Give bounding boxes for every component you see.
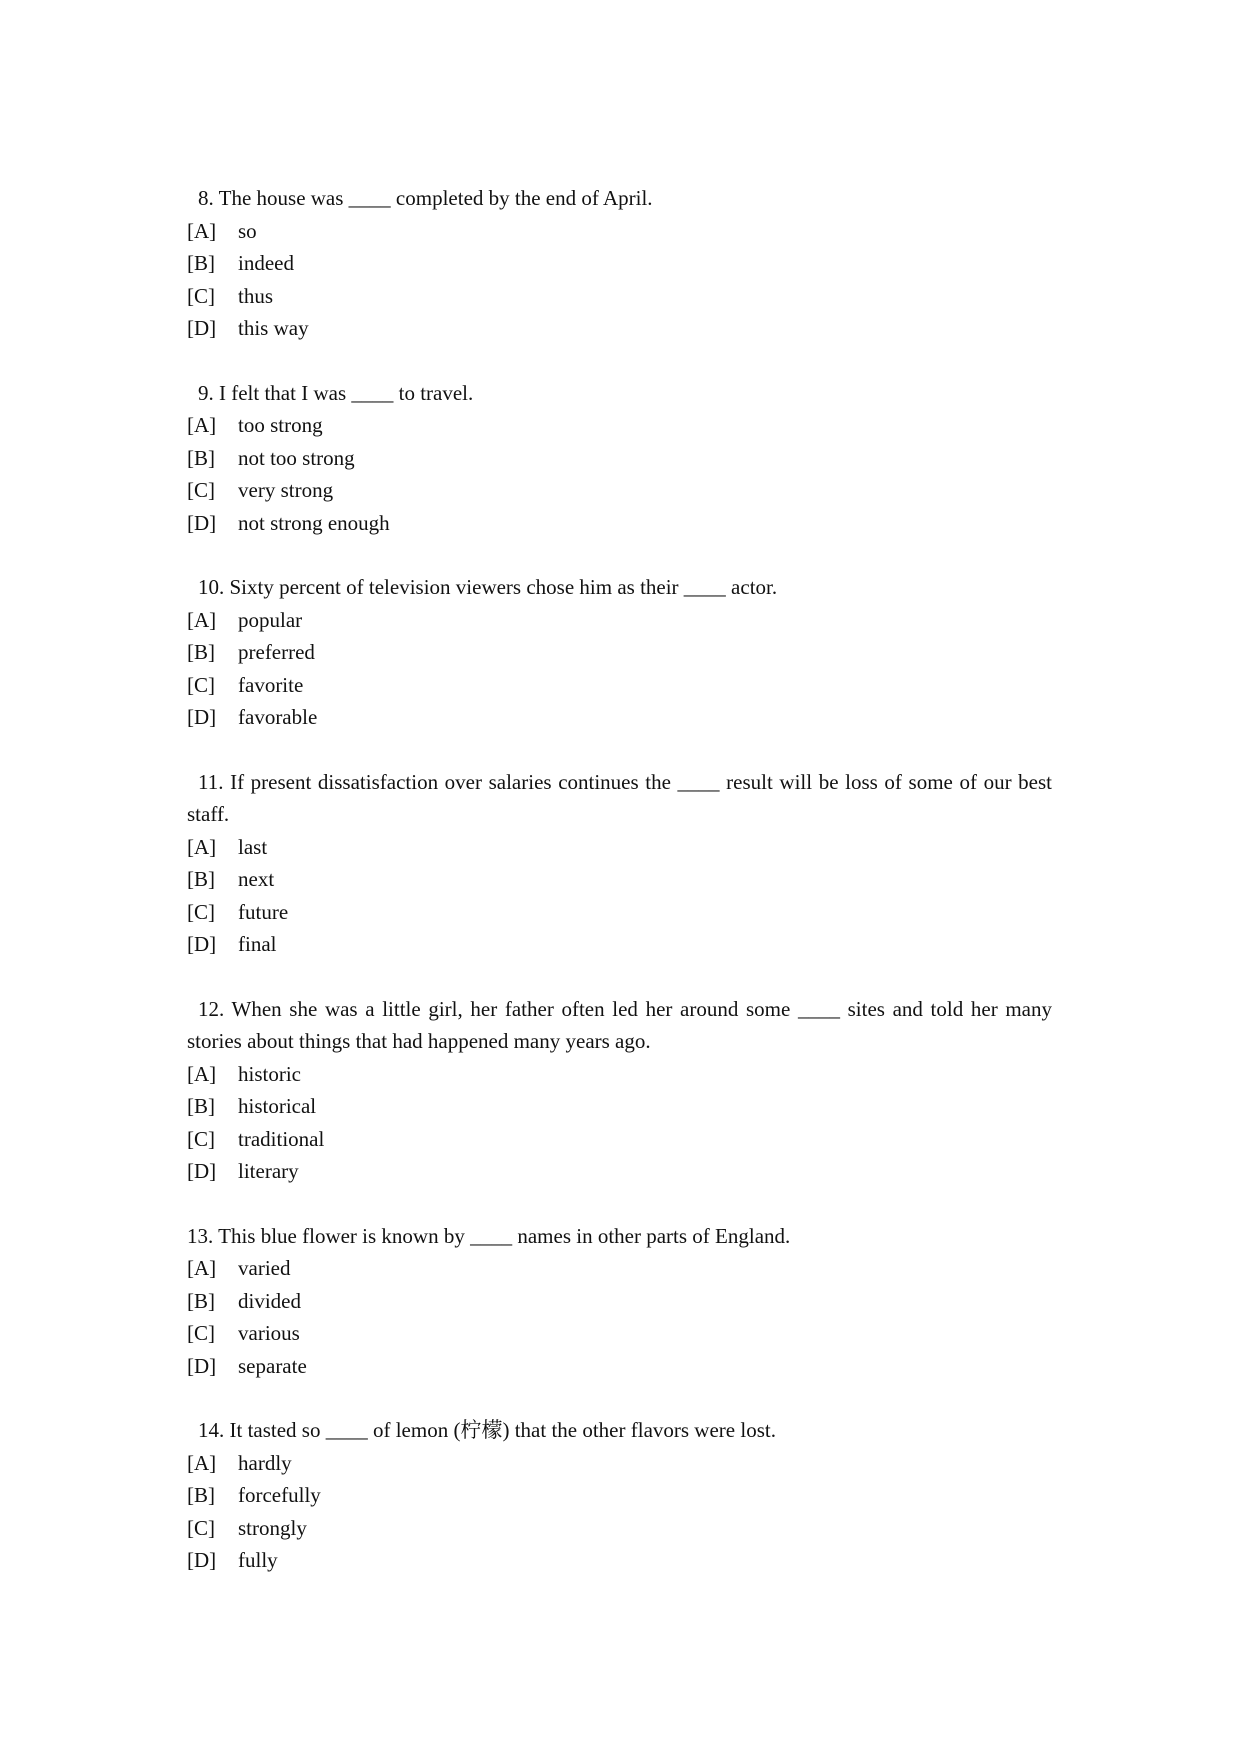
- option-d: [187, 312, 1052, 345]
- option-c: [187, 474, 1052, 507]
- option-text: preferred: [238, 640, 315, 664]
- option-letter: [B]: [187, 640, 215, 664]
- question-stem: 11. If present dissatisfaction over salaries continues the ____ result will be loss of some of our best staff.: [187, 769, 1052, 826]
- option-b: [187, 442, 1052, 475]
- option-text: final: [238, 932, 277, 956]
- question-stem: 14. It tasted so ____ of lemon (柠檬) that the other flavors were lost.: [198, 1418, 776, 1442]
- option-text: historic: [238, 1061, 301, 1086]
- question-list: [187, 182, 1052, 1609]
- option-text: favorite: [238, 672, 304, 697]
- option-letter: [D]: [187, 510, 217, 535]
- option-d: [187, 701, 1052, 734]
- option-c: [187, 896, 1052, 929]
- option-text: literary: [238, 1159, 299, 1183]
- option-letter: [C]: [187, 478, 215, 502]
- question-stem: 13. This blue flower is known by ____ names in other parts of England.: [187, 1223, 791, 1248]
- option-b: [187, 1479, 1052, 1512]
- option-c: [187, 1512, 1052, 1545]
- question-stem: 10. Sixty percent of television viewers chose him as their ____ actor.: [198, 575, 778, 599]
- option-a: [187, 831, 1052, 864]
- option-c: [187, 1123, 1052, 1156]
- question-12: [187, 993, 1052, 1188]
- question-9: [187, 377, 1052, 540]
- option-b: [187, 863, 1052, 896]
- option-letter: [B]: [187, 1288, 215, 1313]
- option-d: [187, 1155, 1052, 1188]
- option-c: [187, 1317, 1052, 1350]
- option-text: favorable: [238, 705, 318, 729]
- option-d: [187, 928, 1052, 961]
- option-a: [187, 215, 1052, 248]
- option-text: not too strong: [238, 445, 355, 470]
- option-text: very strong: [238, 478, 334, 502]
- option-text: so: [238, 218, 257, 243]
- option-letter: [A]: [187, 413, 217, 437]
- option-a: [187, 409, 1052, 442]
- option-text: various: [238, 1321, 300, 1345]
- option-letter: [D]: [187, 932, 217, 956]
- option-text: last: [238, 834, 268, 859]
- option-a: [187, 1058, 1052, 1091]
- option-text: strongly: [238, 1515, 307, 1540]
- option-text: varied: [238, 1256, 291, 1280]
- option-letter: [C]: [187, 1126, 215, 1151]
- option-text: thus: [238, 283, 274, 308]
- option-letter: [C]: [187, 1321, 215, 1345]
- option-letter: [B]: [187, 1094, 215, 1118]
- option-letter: [C]: [187, 283, 215, 308]
- option-a: [187, 604, 1052, 637]
- option-letter: [B]: [187, 251, 215, 275]
- option-text: too strong: [238, 413, 323, 437]
- option-letter: [C]: [187, 1515, 215, 1540]
- option-text: fully: [238, 1548, 278, 1572]
- option-text: hardly: [238, 1450, 292, 1475]
- question-10: [187, 571, 1052, 734]
- question-stem: 12. When she was a little girl, her father often led her around some ____ sites and told her many stories about things that had happened many years ago.: [187, 996, 1052, 1053]
- option-letter: [D]: [187, 1159, 217, 1183]
- option-a: [187, 1447, 1052, 1480]
- option-letter: [A]: [187, 834, 217, 859]
- option-text: next: [238, 867, 275, 891]
- option-b: [187, 247, 1052, 280]
- option-b: [187, 1090, 1052, 1123]
- option-letter: [A]: [187, 1450, 217, 1475]
- option-letter: [A]: [187, 607, 217, 632]
- question-stem: 8. The house was ____ completed by the end of April.: [198, 186, 653, 210]
- option-text: popular: [238, 607, 303, 632]
- option-letter: [C]: [187, 899, 215, 924]
- option-letter: [D]: [187, 1548, 217, 1572]
- option-text: historical: [238, 1094, 317, 1118]
- option-text: indeed: [238, 251, 294, 275]
- option-c: [187, 280, 1052, 313]
- option-d: [187, 1544, 1052, 1577]
- option-letter: [D]: [187, 1353, 217, 1378]
- option-letter: [A]: [187, 1256, 217, 1280]
- question-14: [187, 1414, 1052, 1577]
- option-text: separate: [238, 1353, 307, 1378]
- option-d: [187, 507, 1052, 540]
- option-letter: [C]: [187, 672, 215, 697]
- question-8: [187, 182, 1052, 345]
- option-letter: [B]: [187, 1483, 215, 1507]
- option-letter: [B]: [187, 867, 215, 891]
- option-a: [187, 1252, 1052, 1285]
- option-letter: [D]: [187, 705, 217, 729]
- option-b: [187, 1285, 1052, 1318]
- option-text: forcefully: [238, 1483, 321, 1507]
- option-text: future: [238, 899, 289, 924]
- option-text: this way: [238, 316, 309, 340]
- option-letter: [B]: [187, 445, 215, 470]
- option-letter: [A]: [187, 1061, 217, 1086]
- question-11: [187, 766, 1052, 961]
- option-text: not strong enough: [238, 510, 390, 535]
- option-c: [187, 669, 1052, 702]
- question-stem: 9. I felt that I was ____ to travel.: [198, 380, 474, 405]
- option-d: [187, 1350, 1052, 1383]
- option-text: divided: [238, 1288, 301, 1313]
- option-letter: [A]: [187, 218, 217, 243]
- question-13: [187, 1220, 1052, 1383]
- option-text: traditional: [238, 1126, 325, 1151]
- option-b: [187, 636, 1052, 669]
- option-letter: [D]: [187, 316, 217, 340]
